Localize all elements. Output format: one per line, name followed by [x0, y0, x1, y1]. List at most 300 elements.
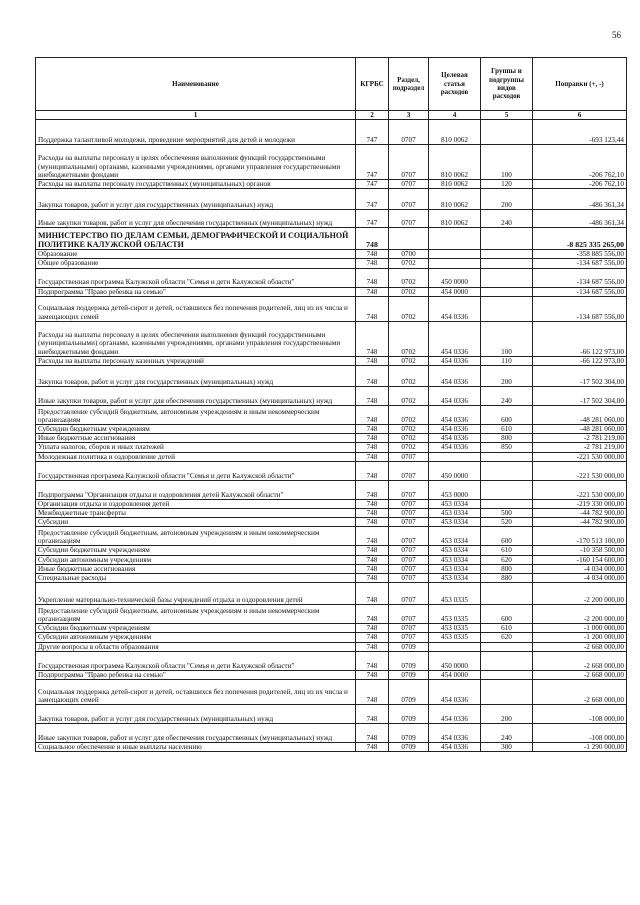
row-section: 0707 — [389, 480, 429, 499]
table-row — [36, 555, 627, 564]
row-name: Субсидии — [36, 518, 356, 527]
row-amount: -206 762,10 — [533, 180, 627, 189]
row-name: Закупка товаров, работ и услуг для государственных (муниципальных) нужд — [36, 705, 356, 724]
row-group — [481, 120, 533, 145]
row-amount: -2 668 000,00 — [533, 642, 627, 651]
budget-amendments-table — [35, 57, 627, 752]
row-group — [481, 228, 533, 250]
row-group: 500 — [481, 509, 533, 518]
row-amount: -170 513 100,00 — [533, 527, 627, 546]
row-name: Иные закупки товаров, работ и услуг для обеспечения государственных (муниципальных) нужд — [36, 387, 356, 406]
row-kgrbs: 747 — [356, 145, 389, 180]
row-kgrbs: 748 — [356, 452, 389, 461]
row-group: 850 — [481, 443, 533, 452]
row-section: 0707 — [389, 574, 429, 583]
row-target: 454 0336 — [429, 680, 481, 705]
table-row — [36, 296, 627, 321]
table-row — [36, 527, 627, 546]
row-group: 200 — [481, 189, 533, 210]
table-row — [36, 259, 627, 268]
row-target: 450 0000 — [429, 268, 481, 287]
row-kgrbs: 748 — [356, 624, 389, 633]
table-row — [36, 210, 627, 228]
row-amount: -2 668 000,00 — [533, 651, 627, 670]
row-name: Организация отдыха и оздоровления детей — [36, 499, 356, 508]
row-kgrbs: 747 — [356, 189, 389, 210]
row-name: Молодежная политика и оздоровление детей — [36, 452, 356, 461]
row-kgrbs: 748 — [356, 366, 389, 387]
header-kgrbs: КГРБС — [356, 58, 389, 111]
page-number: 56 — [612, 30, 621, 40]
row-kgrbs: 748 — [356, 480, 389, 499]
row-amount: -44 782 900,00 — [533, 518, 627, 527]
row-target: 454 0336 — [429, 443, 481, 452]
row-group: 110 — [481, 356, 533, 365]
table-row — [36, 583, 627, 605]
row-kgrbs: 748 — [356, 633, 389, 642]
row-amount: -221 530 000,00 — [533, 461, 627, 480]
table-row — [36, 642, 627, 651]
row-target: 454 0336 — [429, 434, 481, 443]
row-amount: -48 281 060,00 — [533, 425, 627, 434]
row-group: 200 — [481, 366, 533, 387]
table-row — [36, 406, 627, 425]
row-target: 454 0000 — [429, 670, 481, 679]
row-name: Иные бюджетные ассигнования — [36, 434, 356, 443]
row-section: 0707 — [389, 452, 429, 461]
table-row — [36, 651, 627, 670]
row-kgrbs: 748 — [356, 642, 389, 651]
column-index: 4 — [429, 111, 481, 120]
row-target — [429, 642, 481, 651]
table-row — [36, 366, 627, 387]
row-target: 454 0336 — [429, 321, 481, 356]
row-name: Предоставление субсидий бюджетным, автономным учреждениям и иным некоммерческим организациям — [36, 605, 356, 624]
row-kgrbs: 748 — [356, 250, 389, 259]
table-row — [36, 574, 627, 583]
table-row — [36, 624, 627, 633]
row-name: Расходы на выплаты персоналу в целях обеспечения выполнения функций государственными (муниципальными) органами, казенными учреждениями, органами управления государственными внебюджетными фондами — [36, 321, 356, 356]
row-amount: -10 358 500,00 — [533, 546, 627, 555]
table-row — [36, 443, 627, 452]
row-name: Субсидии бюджетным учреждениям — [36, 624, 356, 633]
row-section: 0702 — [389, 387, 429, 406]
row-target — [429, 259, 481, 268]
row-target: 810 0062 — [429, 189, 481, 210]
row-kgrbs: 748 — [356, 443, 389, 452]
row-section: 0702 — [389, 321, 429, 356]
row-group: 240 — [481, 387, 533, 406]
row-name: Специальные расходы — [36, 574, 356, 583]
table-row — [36, 356, 627, 365]
row-name: Предоставление субсидий бюджетным, автономным учреждениям и иным некоммерческим организациям — [36, 527, 356, 546]
header-row — [36, 58, 627, 111]
row-section: 0707 — [389, 583, 429, 605]
row-section: 0707 — [389, 564, 429, 573]
row-target: 450 0000 — [429, 651, 481, 670]
table-row — [36, 518, 627, 527]
row-section: 0709 — [389, 743, 429, 752]
row-section: 0707 — [389, 180, 429, 189]
table-row — [36, 228, 627, 250]
row-group — [481, 250, 533, 259]
row-group: 300 — [481, 743, 533, 752]
row-section: 0702 — [389, 425, 429, 434]
row-name: Общее образование — [36, 259, 356, 268]
row-amount: -66 122 973,00 — [533, 321, 627, 356]
row-amount: -486 361,34 — [533, 210, 627, 228]
row-target: 453 0334 — [429, 499, 481, 508]
row-group: 610 — [481, 546, 533, 555]
row-target: 454 0336 — [429, 387, 481, 406]
column-index: 1 — [36, 111, 356, 120]
row-target: 454 0336 — [429, 705, 481, 724]
row-kgrbs: 748 — [356, 705, 389, 724]
row-kgrbs: 748 — [356, 296, 389, 321]
row-target: 810 0062 — [429, 180, 481, 189]
row-amount: -486 361,34 — [533, 189, 627, 210]
row-kgrbs: 748 — [356, 509, 389, 518]
header-section: Раздел, подраздел — [389, 58, 429, 111]
table-row — [36, 743, 627, 752]
row-kgrbs: 748 — [356, 670, 389, 679]
row-group: 620 — [481, 633, 533, 642]
row-amount: -160 154 600,00 — [533, 555, 627, 564]
row-name: Расходы на выплаты персоналу в целях обеспечения выполнения функций государственными (муниципальными) органами, казенными учреждениями, органами управления государственными внебюджетными фондами — [36, 145, 356, 180]
row-target: 450 0000 — [429, 461, 481, 480]
row-target: 454 0336 — [429, 724, 481, 743]
row-target: 454 0336 — [429, 356, 481, 365]
row-section: 0707 — [389, 546, 429, 555]
row-section: 0707 — [389, 189, 429, 210]
row-group: 800 — [481, 434, 533, 443]
row-target: 453 0334 — [429, 574, 481, 583]
row-target: 453 0334 — [429, 546, 481, 555]
row-group — [481, 651, 533, 670]
row-kgrbs: 748 — [356, 499, 389, 508]
table-row — [36, 452, 627, 461]
row-group: 800 — [481, 564, 533, 573]
row-section: 0702 — [389, 259, 429, 268]
row-amount: -2 668 000,00 — [533, 680, 627, 705]
row-name: Предоставление субсидий бюджетным, автономным учреждениям и иным некоммерческим организациям — [36, 406, 356, 425]
row-amount: -2 668 000,00 — [533, 670, 627, 679]
row-kgrbs: 748 — [356, 434, 389, 443]
row-name: Субсидии бюджетным учреждениям — [36, 546, 356, 555]
row-amount: -8 825 335 265,00 — [533, 228, 627, 250]
row-group: 610 — [481, 425, 533, 434]
row-kgrbs: 748 — [356, 724, 389, 743]
table-row — [36, 180, 627, 189]
table-row — [36, 434, 627, 443]
row-name: Субсидии автономным учреждениям — [36, 555, 356, 564]
row-section: 0709 — [389, 705, 429, 724]
header-amendments: Поправки (+, -) — [533, 58, 627, 111]
row-kgrbs: 748 — [356, 583, 389, 605]
row-kgrbs: 748 — [356, 425, 389, 434]
row-name: Межбюджетные трансферты — [36, 509, 356, 518]
row-kgrbs: 748 — [356, 651, 389, 670]
row-group — [481, 296, 533, 321]
row-amount: -17 502 304,00 — [533, 366, 627, 387]
row-section: 0707 — [389, 518, 429, 527]
row-group: 100 — [481, 321, 533, 356]
row-amount: -206 762,10 — [533, 145, 627, 180]
row-kgrbs: 748 — [356, 228, 389, 250]
row-amount: -134 687 556,00 — [533, 287, 627, 296]
row-amount: -4 034 000,00 — [533, 574, 627, 583]
row-target: 454 0336 — [429, 296, 481, 321]
row-section: 0702 — [389, 287, 429, 296]
row-kgrbs: 748 — [356, 259, 389, 268]
row-name: Субсидии бюджетным учреждениям — [36, 425, 356, 434]
row-group — [481, 480, 533, 499]
table-row — [36, 633, 627, 642]
row-section: 0707 — [389, 555, 429, 564]
row-name: Иные закупки товаров, работ и услуг для обеспечения государственных (муниципальных) нужд — [36, 210, 356, 228]
row-kgrbs: 748 — [356, 605, 389, 624]
row-group: 200 — [481, 705, 533, 724]
row-target: 810 0062 — [429, 120, 481, 145]
row-target: 454 0336 — [429, 425, 481, 434]
row-name: Укрепление материально-технической базы учреждений отдыха и оздоровления детей — [36, 583, 356, 605]
row-group — [481, 268, 533, 287]
row-target: 453 0335 — [429, 633, 481, 642]
row-name: Подпрограмма "Право ребенка на семью" — [36, 287, 356, 296]
row-kgrbs: 748 — [356, 574, 389, 583]
row-section: 0707 — [389, 633, 429, 642]
row-section: 0700 — [389, 250, 429, 259]
row-group — [481, 680, 533, 705]
table-row — [36, 724, 627, 743]
row-kgrbs: 748 — [356, 321, 389, 356]
row-kgrbs: 748 — [356, 287, 389, 296]
row-group: 610 — [481, 624, 533, 633]
row-section: 0707 — [389, 605, 429, 624]
row-kgrbs: 748 — [356, 268, 389, 287]
row-amount: -48 281 060,00 — [533, 406, 627, 425]
row-amount: -4 034 000,00 — [533, 564, 627, 573]
row-amount: -108 000,00 — [533, 705, 627, 724]
row-kgrbs: 748 — [356, 546, 389, 555]
row-target: 453 0334 — [429, 509, 481, 518]
row-name: Поддержка талантливой молодежи, проведение мероприятий для детей и молодежи — [36, 120, 356, 145]
row-amount: -2 200 000,00 — [533, 583, 627, 605]
row-name: Социальное обеспечение и иные выплаты населению — [36, 743, 356, 752]
row-name: Расходы на выплаты персоналу казенных учреждений — [36, 356, 356, 365]
row-kgrbs: 748 — [356, 743, 389, 752]
table-row — [36, 268, 627, 287]
row-target: 453 0335 — [429, 624, 481, 633]
header-groups: Группы и подгруппы видов расходов — [481, 58, 533, 111]
table-row — [36, 189, 627, 210]
row-amount: -108 000,00 — [533, 724, 627, 743]
table-row — [36, 605, 627, 624]
row-target: 453 0334 — [429, 518, 481, 527]
row-name: Образование — [36, 250, 356, 259]
table-row — [36, 705, 627, 724]
row-target: 454 0336 — [429, 406, 481, 425]
row-section: 0709 — [389, 642, 429, 651]
row-section: 0707 — [389, 509, 429, 518]
row-kgrbs: 748 — [356, 555, 389, 564]
row-amount: -134 687 556,00 — [533, 259, 627, 268]
row-group: 520 — [481, 518, 533, 527]
row-group: 240 — [481, 210, 533, 228]
row-amount: -2 781 219,00 — [533, 443, 627, 452]
table-row — [36, 321, 627, 356]
row-target: 453 0334 — [429, 564, 481, 573]
row-target: 810 0062 — [429, 145, 481, 180]
row-target — [429, 250, 481, 259]
table-row — [36, 120, 627, 145]
column-index: 2 — [356, 111, 389, 120]
row-target: 453 0335 — [429, 583, 481, 605]
row-target: 453 0000 — [429, 480, 481, 499]
row-section: 0709 — [389, 680, 429, 705]
row-target: 453 0335 — [429, 605, 481, 624]
row-section: 0707 — [389, 461, 429, 480]
row-section: 0702 — [389, 356, 429, 365]
row-section: 0707 — [389, 120, 429, 145]
row-amount: -358 885 556,00 — [533, 250, 627, 259]
row-target: 810 0062 — [429, 210, 481, 228]
row-section: 0702 — [389, 366, 429, 387]
header-target: Целевая статья расходов — [429, 58, 481, 111]
row-section: 0707 — [389, 210, 429, 228]
table-body — [36, 120, 627, 752]
row-section: 0709 — [389, 670, 429, 679]
row-section: 0702 — [389, 268, 429, 287]
row-name: Другие вопросы в области образования — [36, 642, 356, 651]
table-row — [36, 145, 627, 180]
row-section: 0709 — [389, 651, 429, 670]
table-row — [36, 546, 627, 555]
row-kgrbs: 748 — [356, 527, 389, 546]
row-group — [481, 461, 533, 480]
row-name: Подпрограмма "Организация отдыха и оздоровления детей Калужской области" — [36, 480, 356, 499]
row-section: 0702 — [389, 443, 429, 452]
row-target: 454 0336 — [429, 743, 481, 752]
row-amount: -1 290 000,00 — [533, 743, 627, 752]
row-amount: -66 122 973,00 — [533, 356, 627, 365]
table-row — [36, 564, 627, 573]
row-kgrbs: 748 — [356, 518, 389, 527]
row-kgrbs: 748 — [356, 461, 389, 480]
row-section: 0709 — [389, 724, 429, 743]
row-amount: -221 530 000,00 — [533, 452, 627, 461]
row-amount: -134 687 556,00 — [533, 296, 627, 321]
row-target — [429, 452, 481, 461]
row-target: 454 0336 — [429, 366, 481, 387]
row-section: 0707 — [389, 145, 429, 180]
row-section: 0702 — [389, 434, 429, 443]
column-index: 3 — [389, 111, 429, 120]
row-group — [481, 452, 533, 461]
row-amount: -1 000 000,00 — [533, 624, 627, 633]
row-target: 454 0000 — [429, 287, 481, 296]
row-name: Государственная программа Калужской области "Семья и дети Калужской области" — [36, 651, 356, 670]
row-name: Подпрограмма "Право ребенка на семью" — [36, 670, 356, 679]
row-name: Государственная программа Калужской области "Семья и дети Калужской области" — [36, 461, 356, 480]
row-group — [481, 670, 533, 679]
row-name: Социальная поддержка детей-сирот и детей, оставшихся без попечения родителей, лиц из их числа и замещающих семей — [36, 680, 356, 705]
row-kgrbs: 747 — [356, 210, 389, 228]
row-group — [481, 583, 533, 605]
row-name: Иные бюджетные ассигнования — [36, 564, 356, 573]
row-name: Иные закупки товаров, работ и услуг для обеспечения государственных (муниципальных) нужд — [36, 724, 356, 743]
row-name: Субсидии автономным учреждениям — [36, 633, 356, 642]
row-group: 880 — [481, 574, 533, 583]
row-kgrbs: 748 — [356, 406, 389, 425]
table-row — [36, 509, 627, 518]
table-row — [36, 250, 627, 259]
row-target: 453 0334 — [429, 527, 481, 546]
row-section — [389, 228, 429, 250]
row-group: 600 — [481, 605, 533, 624]
row-name: МИНИСТЕРСТВО ПО ДЕЛАМ СЕМЬИ, ДЕМОГРАФИЧЕСКОЙ И СОЦИАЛЬНОЙ ПОЛИТИКЕ КАЛУЖСКОЙ ОБЛАСТИ — [36, 228, 356, 250]
row-section: 0707 — [389, 499, 429, 508]
row-group: 100 — [481, 145, 533, 180]
row-amount: -44 782 900,00 — [533, 509, 627, 518]
table-row — [36, 425, 627, 434]
table-row — [36, 499, 627, 508]
row-section: 0707 — [389, 624, 429, 633]
row-amount: -134 687 556,00 — [533, 268, 627, 287]
row-amount: -221 530 000,00 — [533, 480, 627, 499]
column-index: 5 — [481, 111, 533, 120]
row-name: Социальная поддержка детей-сирот и детей, оставшихся без попечения родителей, лиц из их числа и замещающих семей — [36, 296, 356, 321]
row-name: Государственная программа Калужской области "Семья и дети Калужской области" — [36, 268, 356, 287]
row-name: Закупка товаров, работ и услуг для государственных (муниципальных) нужд — [36, 366, 356, 387]
row-group: 600 — [481, 527, 533, 546]
row-amount: -219 330 000,00 — [533, 499, 627, 508]
table-row — [36, 287, 627, 296]
row-kgrbs: 747 — [356, 180, 389, 189]
table-row — [36, 387, 627, 406]
row-group: 120 — [481, 180, 533, 189]
row-kgrbs: 748 — [356, 680, 389, 705]
row-name: Закупка товаров, работ и услуг для государственных (муниципальных) нужд — [36, 189, 356, 210]
row-target: 453 0334 — [429, 555, 481, 564]
row-section: 0707 — [389, 527, 429, 546]
row-group — [481, 259, 533, 268]
table-row — [36, 680, 627, 705]
row-target — [429, 228, 481, 250]
column-index: 6 — [533, 111, 627, 120]
row-amount: -1 200 000,00 — [533, 633, 627, 642]
header-name: Наименование — [36, 58, 356, 111]
row-group — [481, 499, 533, 508]
row-kgrbs: 748 — [356, 356, 389, 365]
row-amount: -2 781 219,00 — [533, 434, 627, 443]
row-group — [481, 642, 533, 651]
row-group — [481, 287, 533, 296]
row-kgrbs: 748 — [356, 387, 389, 406]
row-amount: -17 502 304,00 — [533, 387, 627, 406]
row-group: 600 — [481, 406, 533, 425]
row-section: 0702 — [389, 406, 429, 425]
table-row — [36, 480, 627, 499]
row-name: Расходы на выплаты персоналу государственных (муниципальных) органов — [36, 180, 356, 189]
table-row — [36, 670, 627, 679]
row-group: 620 — [481, 555, 533, 564]
row-section: 0702 — [389, 296, 429, 321]
row-kgrbs: 747 — [356, 120, 389, 145]
row-amount: -2 200 000,00 — [533, 605, 627, 624]
row-name: Уплата налогов, сборов и иных платежей — [36, 443, 356, 452]
row-group: 240 — [481, 724, 533, 743]
